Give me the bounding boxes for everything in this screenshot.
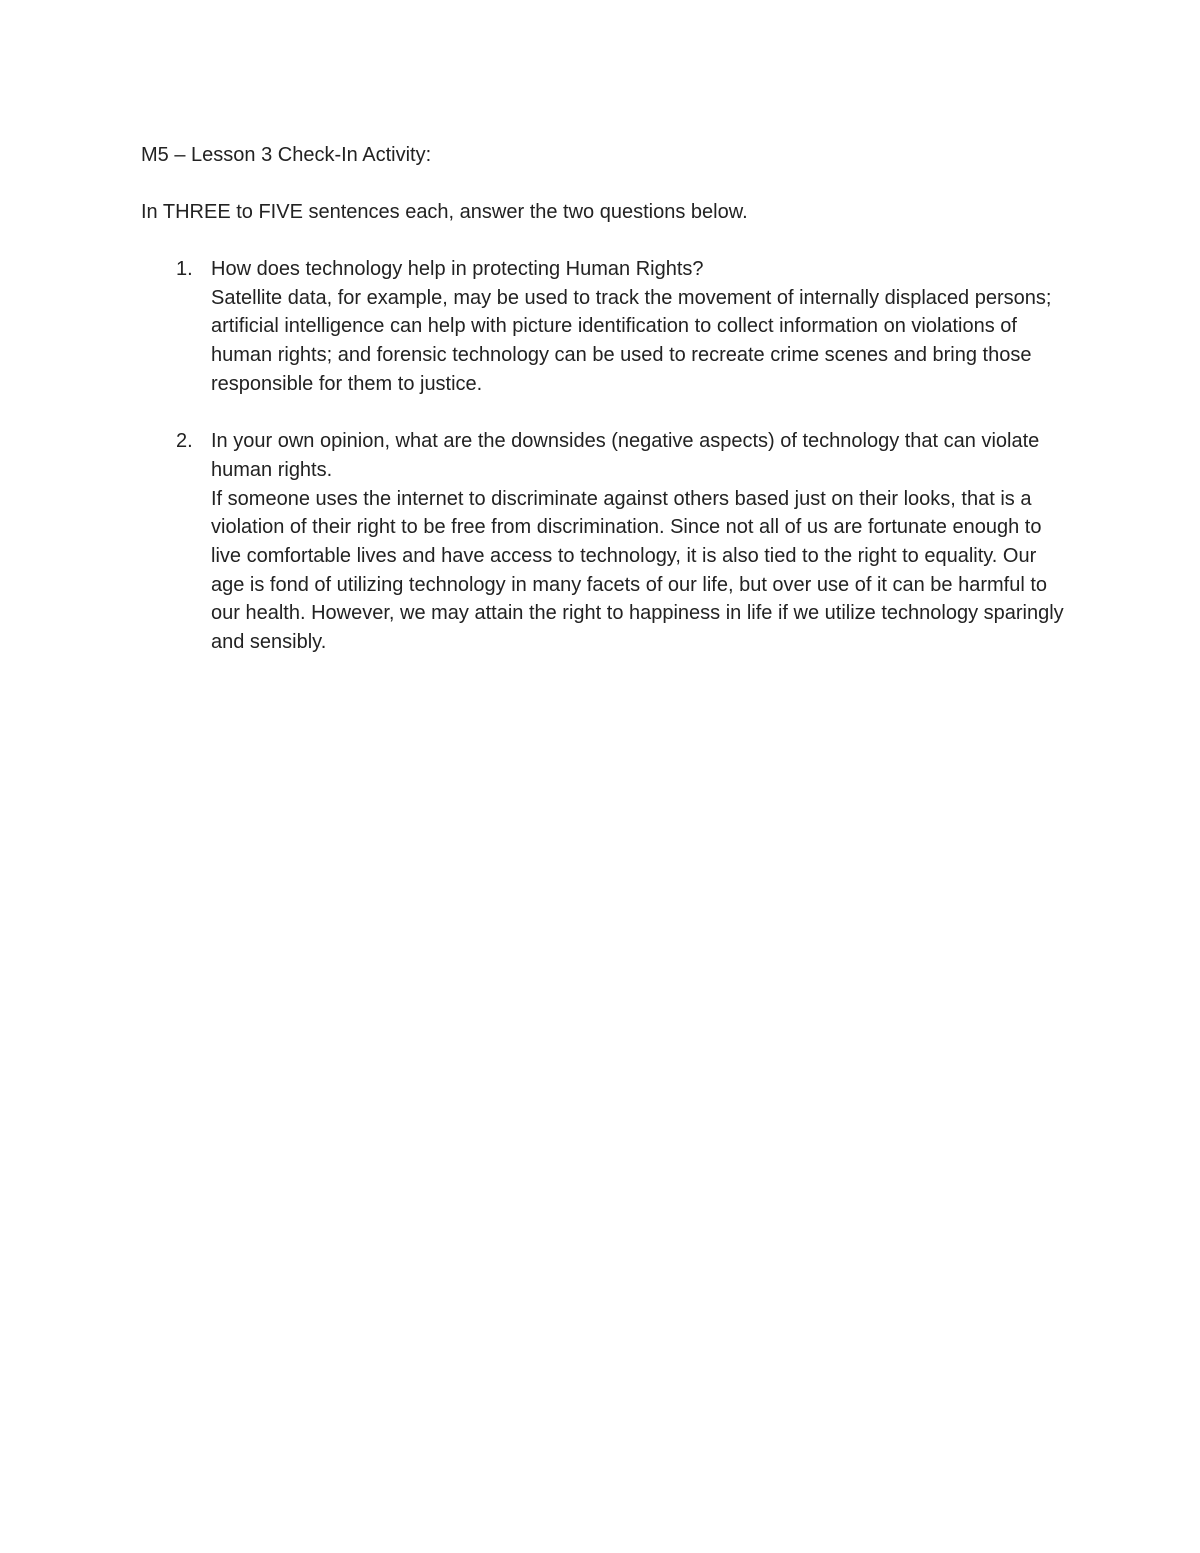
question-text: How does technology help in protecting Human Rights? [211,258,704,280]
answer-text: If someone uses the internet to discriminate against others based just on their looks, that is a violation of their right to be free from discrimination. Since not all of us are fortunate enough to live comfortable lives and have access to technology, it is also tied to the right to equality. Our age is fond of utilizing technology in many facets of our life, but over use of it can be harmful to our health. However, we may attain the right to happiness in life if we utilize technology sparingly and sensibly. [211,487,1064,654]
question-number: 2. [176,430,193,453]
instructions-text: In THREE to FIVE sentences each, answer the two questions below. [141,201,748,223]
question-item-2 [141,427,1071,657]
question-text: In your own opinion, what are the downsides (negative aspects) of technology that can violate human rights. [211,430,1040,481]
question-list [141,255,1071,686]
question-item-1 [141,255,1071,399]
answer-text: Satellite data, for example, may be used to track the movement of internally displaced persons; artificial intelligence can help with picture identification to collect information on violations of human rights; and forensic technology can be used to recreate crime scenes and bring those responsible for them to justice. [211,286,1052,395]
question-number: 1. [176,258,193,280]
document-title: M5 – Lesson 3 Check-In Activity: [141,144,432,166]
